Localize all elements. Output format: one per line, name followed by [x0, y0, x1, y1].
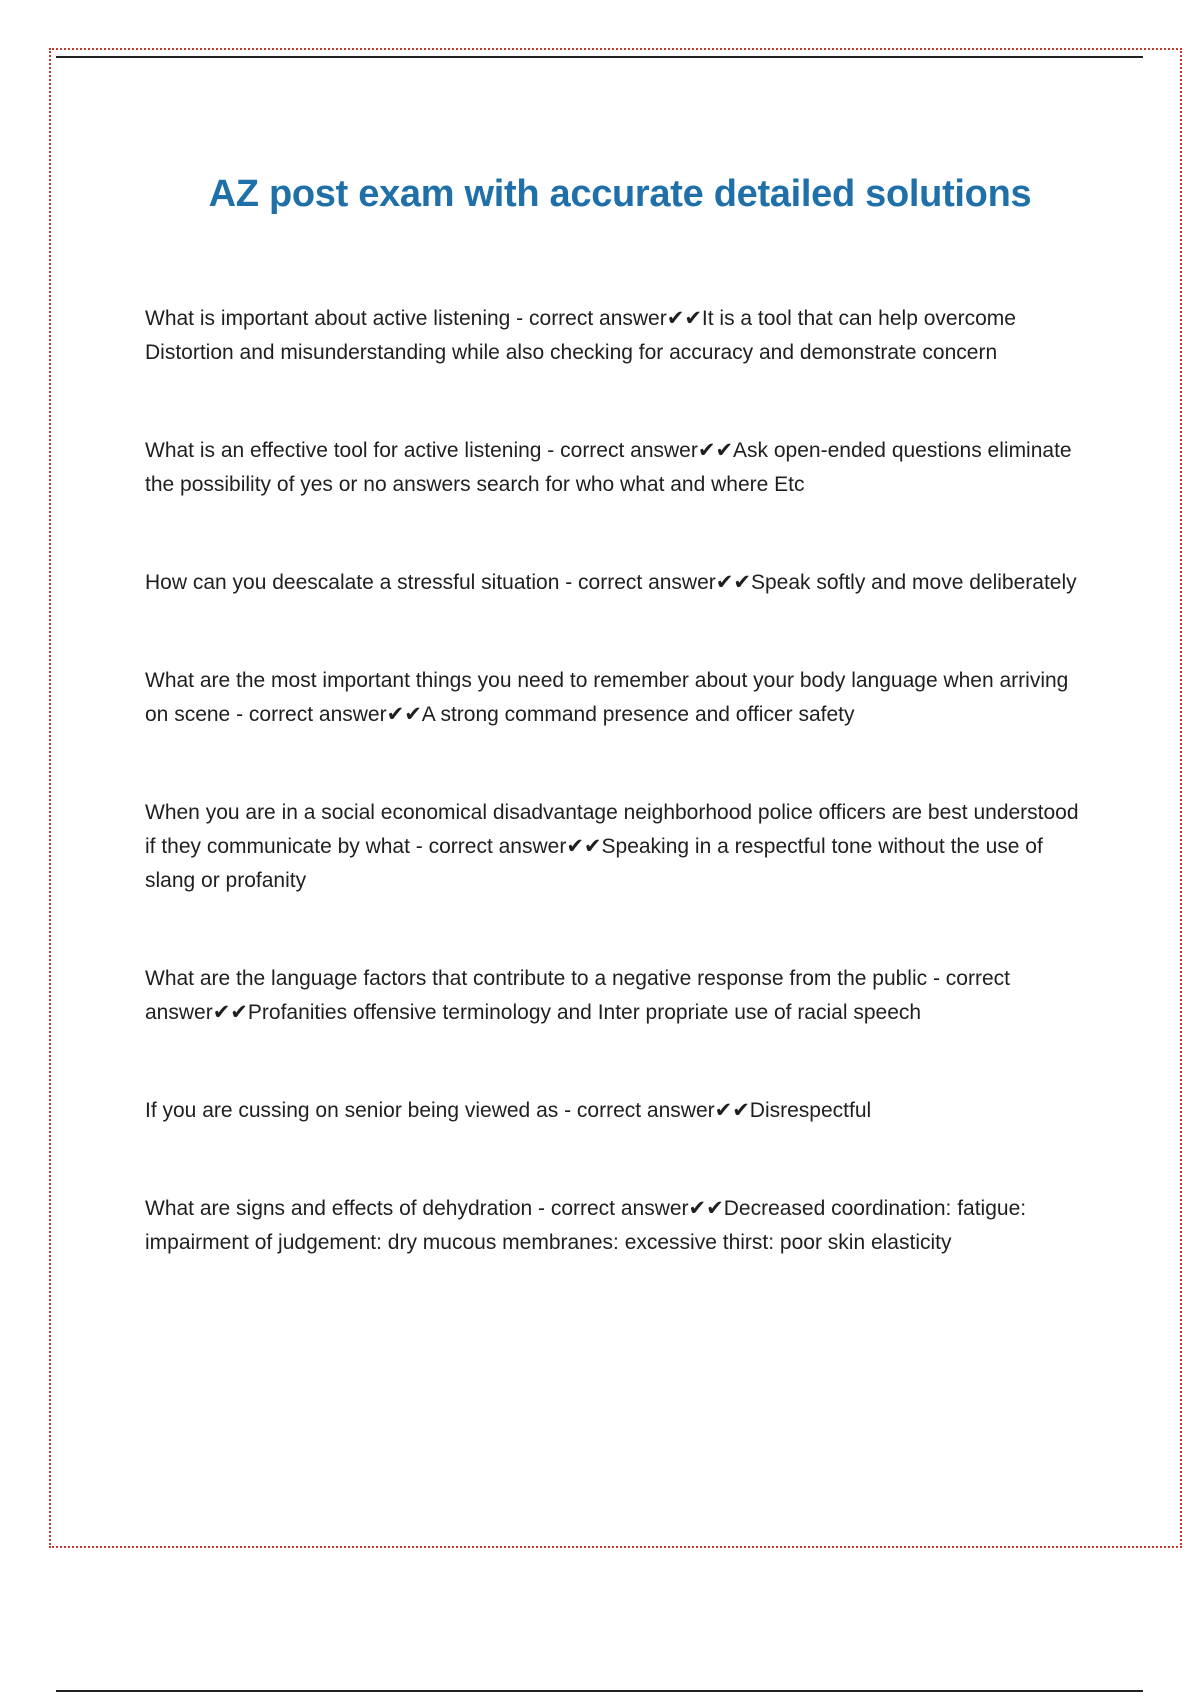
qa-item-dehydration: What are signs and effects of dehydration - correct answer✔✔Decreased coordination: fatigue: impairment of judgement: dry mucous membranes: excessive thirst: poor skin elasticity — [145, 1197, 1027, 1254]
qa-item-effective-tool: What is an effective tool for active listening - correct answer✔✔Ask open-ended questions eliminate the possibility of yes or no answers search for who what and where Etc — [145, 439, 1072, 496]
footer-rule — [56, 1690, 1143, 1692]
header-rule — [56, 56, 1143, 58]
qa-item-active-listening: What is important about active listening - correct answer✔✔It is a tool that can help overcome Distortion and misunderstanding while also checking for accuracy and demonstrate concern — [145, 307, 1016, 364]
qa-list — [145, 302, 1090, 1260]
qa-item-cussing: If you are cussing on senior being viewed as - correct answer✔✔Disrespectful — [145, 1099, 872, 1122]
qa-item-communication: When you are in a social economical disadvantage neighborhood police officers are best understood if they communicate by what - correct answer✔✔Speaking in a respectful tone without the use of slang or profanity — [145, 801, 1079, 892]
qa-item-body-language: What are the most important things you need to remember about your body language when arriving on scene - correct answer✔✔A strong command presence and officer safety — [145, 669, 1069, 726]
qa-item-language-factors: What are the language factors that contribute to a negative response from the public - correct answer✔✔Profanities offensive terminology and Inter propriate use of racial speech — [145, 967, 1010, 1024]
document-title: AZ post exam with accurate detailed solutions — [208, 173, 1032, 216]
qa-item-deescalate: How can you deescalate a stressful situation - correct answer✔✔Speak softly and move deliberately — [145, 571, 1077, 594]
